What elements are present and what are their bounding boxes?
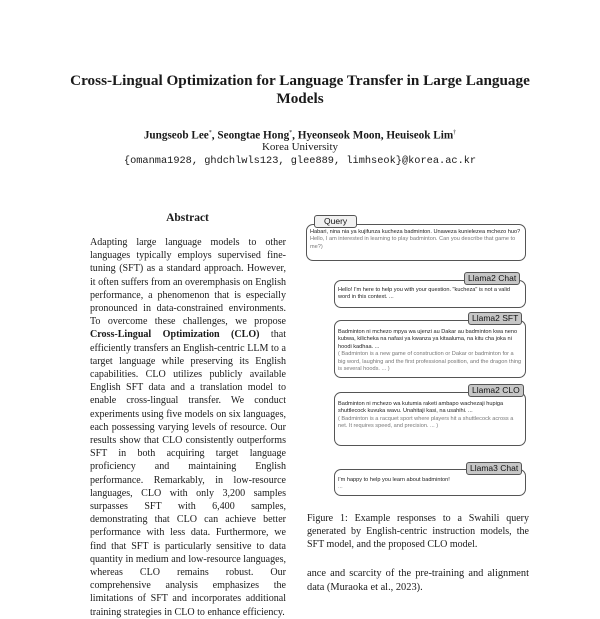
model-label-llama2-chat: Llama2 Chat <box>464 272 520 285</box>
author-name: Jungseob Lee <box>143 129 209 142</box>
affiliation: Korea University <box>261 141 339 153</box>
response-swahili: Badminton ni mchezo wa kutumia raketi ambapo wachezaji hupiga shuttlecock kuvuka wavu. Unahitaji kasi, na usahihi. ... <box>338 401 504 415</box>
abstract-heading: Abstract <box>166 212 209 224</box>
response-english: ( Badminton is a new game of construction or Dakar or badminton for a big word, laughing and the first professional position, and the dragon thing is several hoods. ... ) <box>338 351 522 373</box>
author-mark: * <box>208 130 212 136</box>
body-paragraph: ance and scarcity of the pre-training and alignment data (Muraoka et al., 2023). <box>307 568 529 593</box>
query-english: Hello, I am interested in learning to play badminton. Can you describe that game to me?) <box>310 236 516 250</box>
paper-title: Cross-Lingual Optimization for Language Transfer in Large Language Models <box>70 72 530 107</box>
response-english: ( Badminton is a racquet sport where players hit a shuttlecock across a net. It requires speed, and precision. ... ) <box>338 415 514 430</box>
query-label: Query <box>314 215 357 228</box>
author-list: Jungseob Lee*, Seongtae Hong*, Hyeonseok Moon, Heuiseok Lim† <box>143 129 457 142</box>
abstract-method-name: Cross-Lingual Optimization (CLO) <box>90 329 260 341</box>
figure-caption: Figure 1: Example responses to a Swahili query generated by English-centric instruction models, the SFT model, and the proposed CLO model. <box>307 513 529 550</box>
response-english: ... <box>338 484 343 491</box>
abstract-body <box>90 236 286 619</box>
response-swahili: Badminton ni mchezo mpya wa ujenzi au Dakar au badminton kwa neno kubwa, kilicheka na nafasi ya kwanza ya kitaaluma, na kitu cha joka ni hoodi kadhaa. ... <box>338 329 518 350</box>
author-mark: † <box>453 130 457 136</box>
author-name: Hyeonseok Moon <box>297 129 381 142</box>
author-name: Seongtae Hong <box>217 129 290 142</box>
response-box-llama2-clo <box>334 392 526 446</box>
response-swahili: Hello! I'm here to help you with your question. "kucheza" is not a valid word in this context. ... <box>338 287 511 301</box>
model-label-llama2-sft: Llama2 SFT <box>468 312 522 325</box>
abstract-text: that efficiently transfers an English-centric LLM to a target language while preserving its English capabilities. CLO utilizes publicly available English SFT data and a translation model to enable cross-lingual transfer. We conduct experiments using five models on six languages, each possessing varying levels of resource. Our results show that CLO consistently outperforms SFT in both acquiring target language proficiency and maintaining English performance. Remarkably, in low-resource languages, CLO with only 3,200 samples surpasses SFT with 6,400 samples, demonstrating that CLO can achieve better performance with less data. Furthermore, we find that SFT is particularly sensitive to data quantity in medium and low-resource languages, whereas CLO remains robust. Our comprehensive analysis emphasizes the limitations of SFT and incorporates additional training strategies in CLO to enhance efficiency. <box>90 329 286 618</box>
author-mark: * <box>289 130 293 136</box>
query-swahili: Habari, nina nia ya kujifunza kucheza badminton. Unaweza kunielezea mchezo huo? <box>310 229 521 235</box>
model-label-llama3-chat: Llama3 Chat <box>466 462 522 475</box>
author-name: Heuiseok Lim <box>386 129 454 142</box>
abstract-text: Adapting large language models to other languages typically employs supervised fine-tuning (SFT) as a standard approach. However, it often suffers from an overemphasis on English performance, a phenomenon that is especially pronounced in data-constrained environments. To overcome these challenges, we propose <box>90 237 286 328</box>
model-label-llama2-clo: Llama2 CLO <box>468 384 524 397</box>
response-box-llama2-sft <box>334 320 526 378</box>
author-emails: {omanma1928, ghdchlwls123, glee889, limhseok}@korea.ac.kr <box>123 155 477 167</box>
figure-1 <box>306 214 528 504</box>
response-swahili: I'm happy to help you learn about badminton! <box>338 477 450 483</box>
query-box <box>306 224 526 261</box>
